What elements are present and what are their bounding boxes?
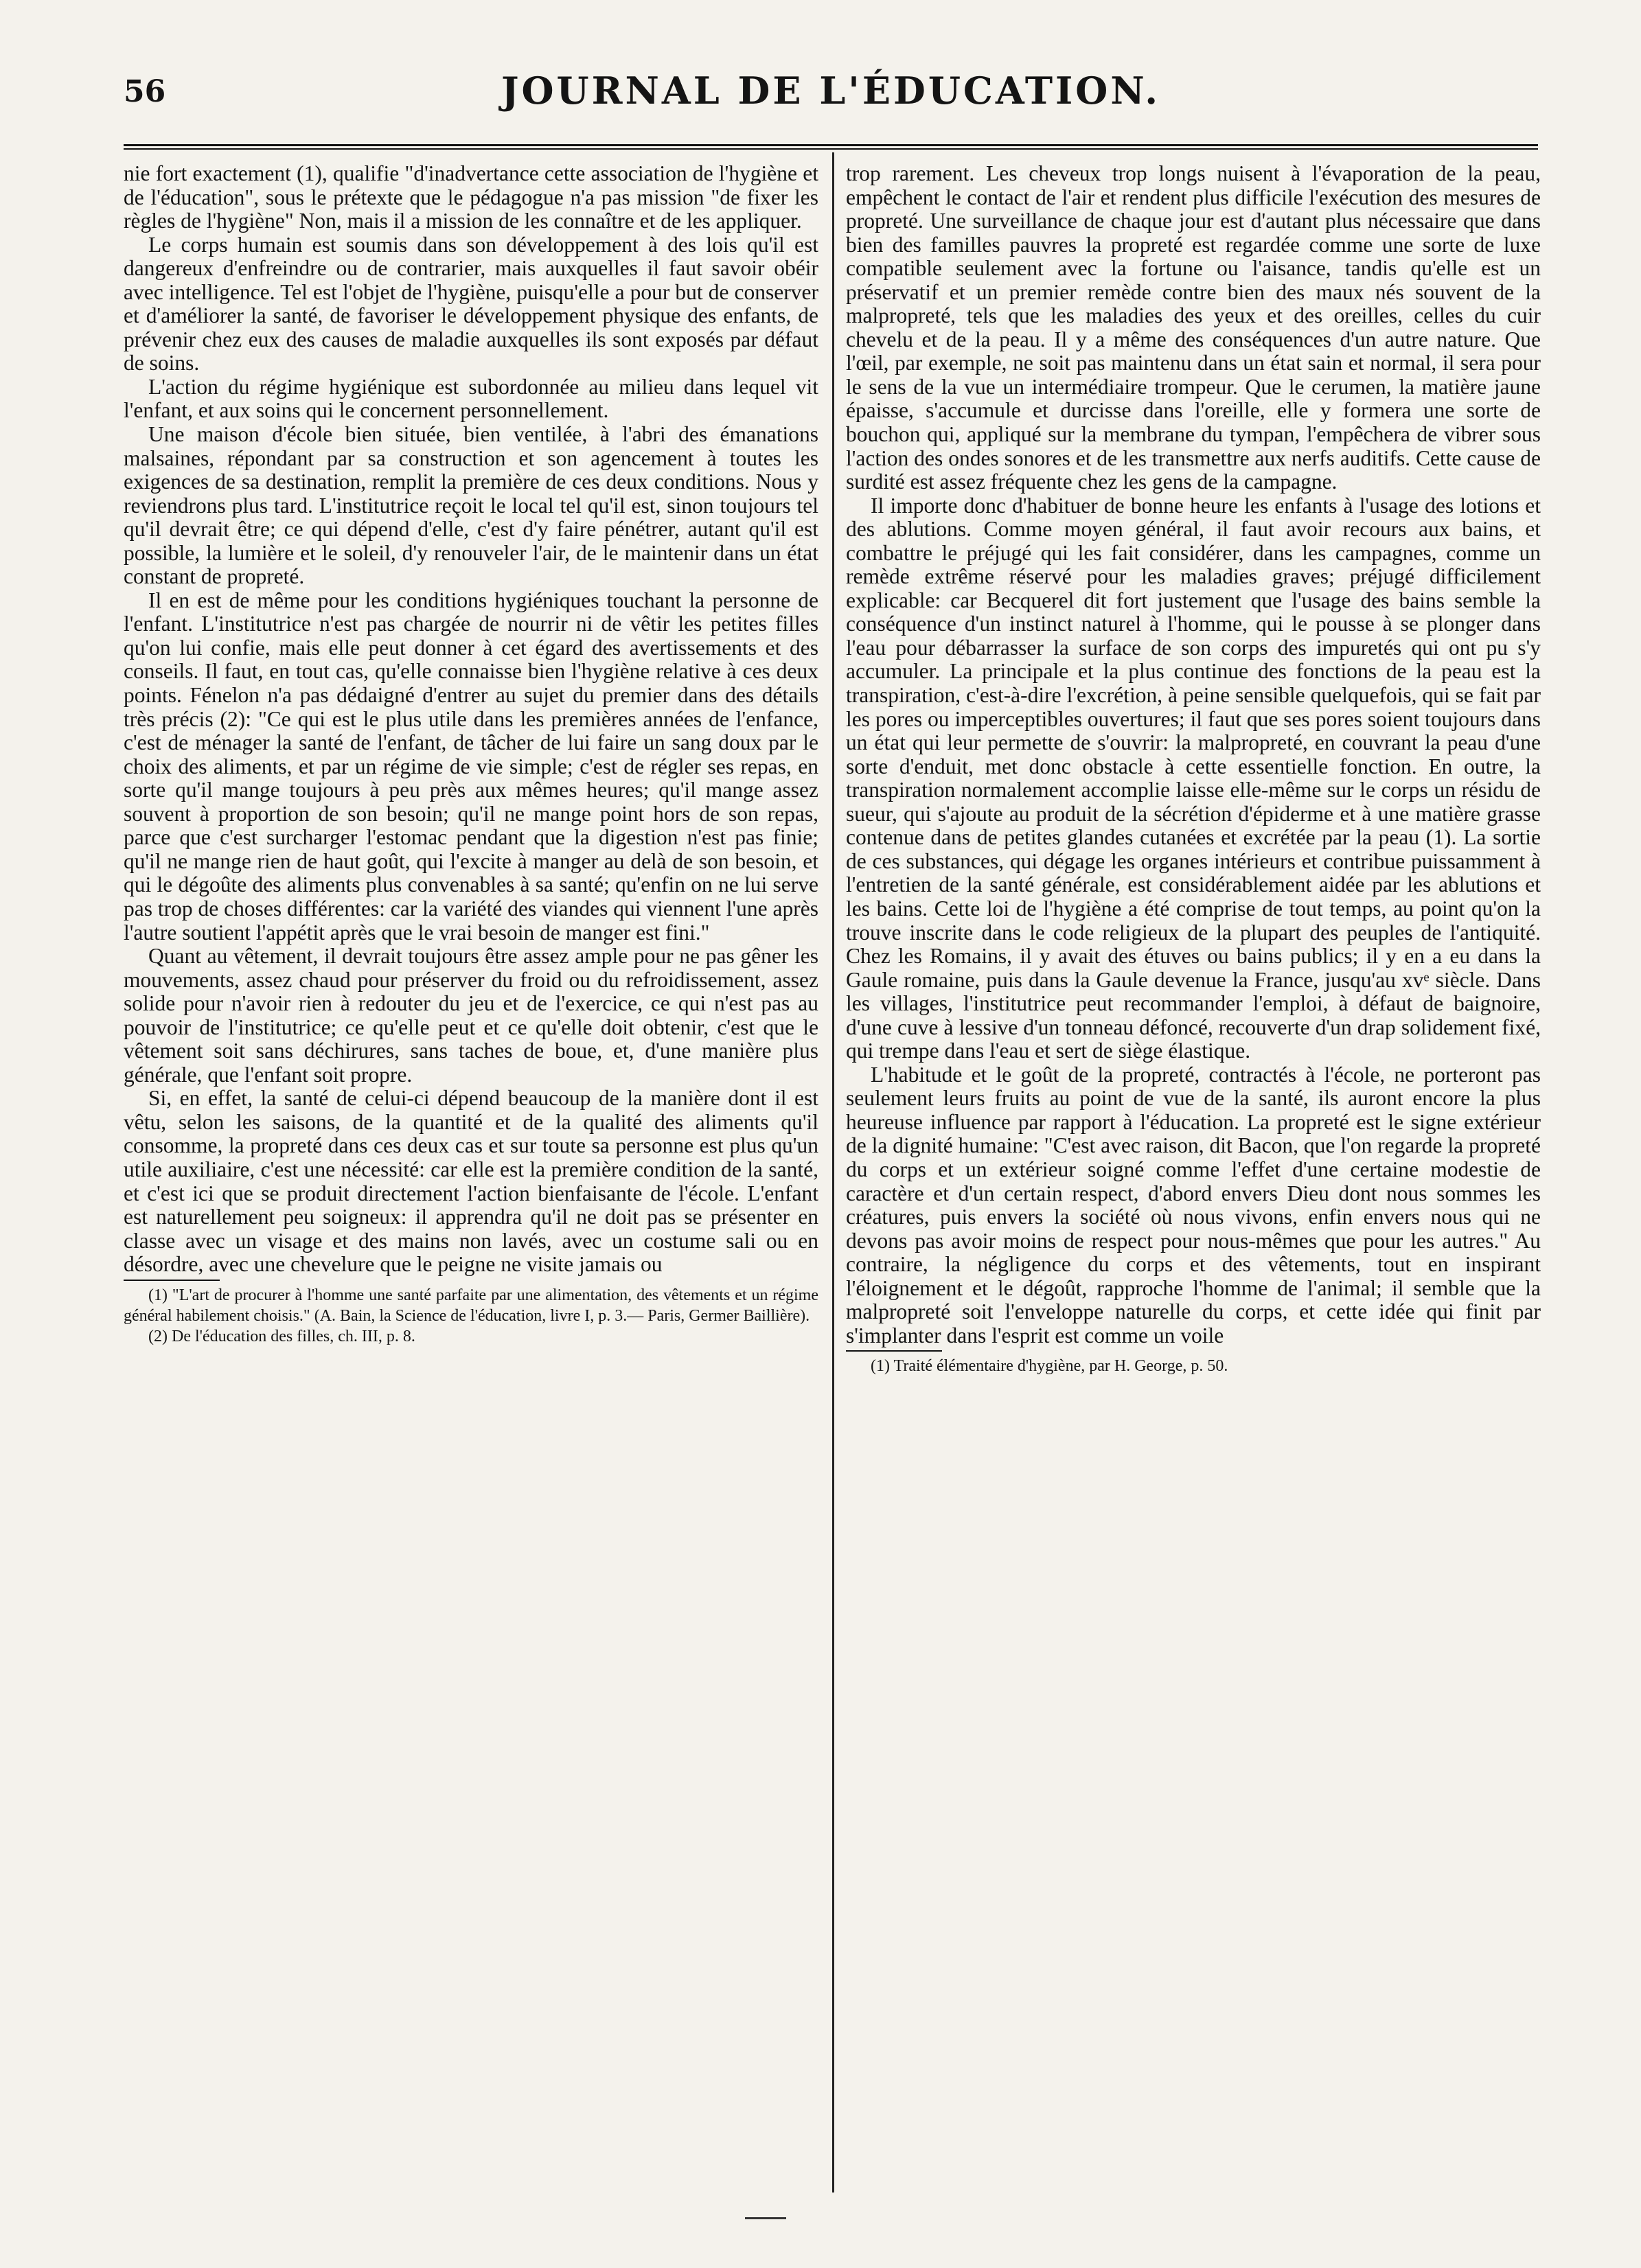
- paragraph: L'action du régime hygiénique est subordonnée au milieu dans lequel vit l'enfant, et aux soins qui le concernent personnellement.: [124, 374, 818, 423]
- bottom-ornament: [745, 2217, 786, 2219]
- running-title: JOURNAL DE L'ÉDUCATION.: [501, 69, 1161, 113]
- left-column: [124, 162, 818, 1347]
- column-divider: [832, 152, 834, 2192]
- footnote-rule: [124, 1280, 220, 1281]
- paragraph: Il en est de même pour les conditions hygiéniques touchant la personne de l'enfant. L'institutrice n'est pas chargée de nourrir ni de vêtir les petites filles qu'on lui confie, mais elle peut donner à cet égard des avertissements et des conseils. Il faut, en tout cas, qu'elle connaisse bien l'hygiène relative à ces deux points. Fénelon n'a pas dédaigné d'entrer au sujet du premier dans des détails très précis (2): "Ce qui est le plus utile dans les premières années de l'enfance, c'est de ménager la santé de l'enfant, de tâcher de lui faire un sang doux par le choix des aliments, et par un régime de vie simple; c'est de régler ses repas, en sorte qu'il mange toujours à peu près aux mêmes heures; qu'il mange assez souvent à proportion de son besoin; qu'il ne mange point hors de son repas, parce que c'est surcharger l'estomac pendant que la digestion n'est pas finie; qu'il ne mange rien de haut goût, qui l'excite à manger au delà de son besoin, et qui le dégoûte des aliments plus convenables à sa santé; qu'enfin on ne lui serve pas trop de choses différentes: car la variété des viandes qui viennent l'une après l'autre soutient l'appétit après que le vrai besoin de manger est fini.": [124, 588, 818, 945]
- paragraph: trop rarement. Les cheveux trop longs nuisent à l'évaporation de la peau, empêchent le contact de l'air et rendent plus difficile l'exécution des mesures de propreté. Une surveillance de chaque jour est d'autant plus nécessaire que dans bien des familles pauvres la propreté est regardée comme une sorte de luxe compatible seulement avec la fortune ou l'aisance, tandis qu'elle est un préservatif et un premier remède contre bien des maux nés souvent de la malpropreté, tels que les maladies des yeux et des oreilles, celles du cuir chevelu et de la peau. Il y a même des conséquences d'un autre nature. Que l'œil, par exemple, ne soit pas maintenu dans un état sain et normal, il sera pour le sens de la vue un intermédiaire trompeur. Que le cerumen, la matière jaune épaisse, s'accumule et durcisse dans l'oreille, elle y formera une sorte de bouchon qui, appliqué sur la membrane du tympan, l'empêchera de vibrer sous l'action des ondes sonores et de les transmettre aux nerfs auditifs. Cette cause de surdité est assez fréquente chez les gens de la campagne.: [846, 161, 1541, 494]
- footnote: (1) Traité élémentaire d'hygiène, par H. George, p. 50.: [871, 1357, 1228, 1376]
- paragraph: Le corps humain est soumis dans son développement à des lois qu'il est dangereux d'enfreindre ou de contrarier, mais auxquelles il faut savoir obéir avec intelligence. Tel est l'objet de l'hygiène, puisqu'elle a pour but de conserver et d'améliorer la santé, de favoriser le développement physique des enfants, de prévenir chez eux des causes de maladie auxquelles ils sont exposés par défaut de soins.: [124, 232, 818, 375]
- page-number: 56: [124, 74, 166, 109]
- paragraph: Si, en effet, la santé de celui-ci dépend beaucoup de la manière dont il est vêtu, selon les saisons, de la quantité et de la qualité des aliments qu'il consomme, la propreté dans ces deux cas et sur toute sa personne est plus qu'un utile auxiliaire, c'est une nécessité: car elle est la première condition de la santé, et c'est ici que se produit directement l'action bienfaisante de l'école. L'enfant est naturellement peu soigneux: il apprendra qu'il ne doit pas se présenter en classe avec un visage et des mains non lavés, avec un costume sali ou en désordre, avec une chevelure que le peigne ne visite jamais ou: [124, 1086, 818, 1277]
- paragraph: nie fort exactement (1), qualifie "d'inadvertance cette association de l'hygiène et de l'éducation", sous le prétexte que le pédagogue n'a pas mission "de fixer les règles de l'hygiène" Non, mais il a mission de les connaître et de les appliquer.: [124, 161, 818, 233]
- right-column: [846, 162, 1541, 1376]
- footnote: (1) "L'art de procurer à l'homme une santé parfaite par une alimentation, des vêtements et un régime général habilement choisis." (A. Bain, la Science de l'éducation, livre I, p. 3.— Paris, Germer Baillière).: [124, 1286, 818, 1325]
- paragraph: L'habitude et le goût de la propreté, contractés à l'école, ne porteront pas seulement leurs fruits au point de vue de la santé, ils auront encore la plus heureuse influence par rapport à l'éducation. La propreté est le signe extérieur de la dignité humaine: "C'est avec raison, dit Bacon, que l'on regarde la propreté du corps et un extérieur soigné comme l'effet d'une certaine modestie de caractère et d'un certain respect, d'abord envers Dieu dont nous sommes les créatures, puis envers la société où nous vivons, enfin envers nous qui ne devons pas avoir moins de respect pour nous-mêmes que pour les autres." Au contraire, la négligence du corps et des vêtements, tout en inspirant l'éloignement et le dégoût, rapproche l'homme de l'animal; il semble que la malpropreté soit l'enveloppe naturelle du corps, et cette idée qui finit par s'implanter dans l'esprit est comme un voile: [846, 1062, 1541, 1347]
- footnote: (2) De l'éducation des filles, ch. III, p. 8.: [148, 1327, 415, 1345]
- footnotes-left: [124, 1280, 818, 1347]
- footnotes-right: [846, 1350, 1541, 1376]
- paragraph: Quant au vêtement, il devrait toujours être assez ample pour ne pas gêner les mouvements, assez chaud pour préserver du froid ou du refroidissement, assez solide pour n'avoir rien à redouter du jeu et de l'exercice, ce qui n'est pas au pouvoir de l'institutrice; ce qu'elle peut et ce qu'elle doit obtenir, c'est que le vêtement soit sans déchirures, sans taches de boue, et, d'une manière plus générale, que l'enfant soit propre.: [124, 944, 818, 1087]
- footnote-rule: [846, 1350, 942, 1352]
- header-double-rule: [124, 144, 1538, 150]
- paragraph: Une maison d'école bien située, bien ventilée, à l'abri des émanations malsaines, répondant par sa construction et son agencement à toutes les exigences de sa destination, remplit la première de ces deux conditions. Nous y reviendrons plus tard. L'institutrice reçoit le local tel qu'il est, sinon toujours tel qu'il devrait être; ce qui dépend d'elle, c'est d'y faire pénétrer, autant qu'il est possible, la lumière et le soleil, d'y renouveler l'air, de le maintenir dans un état constant de propreté.: [124, 422, 818, 589]
- page-header: [124, 69, 1538, 124]
- paragraph: Il importe donc d'habituer de bonne heure les enfants à l'usage des lotions et des ablutions. Comme moyen général, il faut avoir recours aux bains, et combattre le préjugé qui les fait considérer, dans les campagnes, comme un remède extrême réservé pour les maladies graves; préjugé difficilement explicable: car Becquerel dit fort justement que l'usage des bains semble la conséquence d'un instinct naturel à l'homme, qui le pousse à se plonger dans l'eau pour débarrasser la surface de son corps des impuretés qui ont pu s'y accumuler. La principale et la plus continue des fonctions de la peau est la transpiration, c'est-à-dire l'excrétion, à peine sensible quelquefois, qui se fait par les pores ou imperceptibles ouvertures; il faut que ses pores soient toujours dans un état qui leur permette de s'ouvrir: la malpropreté, en couvrant la peau d'une sorte d'enduit, met donc obstacle à cette essentielle fonction. En outre, la transpiration normalement accomplie laisse elle-même sur le corps un résidu de sueur, qui s'ajoute au produit de la sécrétion d'épiderme et à une matière grasse contenue dans de petites glandes cutanées et excrétée par la peau (1). La sortie de ces substances, qui dégage les organes intérieurs et contribue puissamment à l'entretien de la santé générale, est considérablement aidée par les ablutions et les bains. Cette loi de l'hygiène a été comprise de tout temps, au point qu'on la trouve inscrite dans le code religieux de la plupart des peuples de l'antiquité. Chez les Romains, il y avait des étuves ou bains publics; il y en a eu dans la Gaule romaine, puis dans la Gaule devenue la France, jusqu'au xvᵉ siècle. Dans les villages, l'institutrice peut recommander l'emploi, à défaut de baignoire, d'une cuve à lessive d'un tonneau défoncé, recouverte d'un drap solidement fixé, qui trempe dans l'eau et sert de siège élastique.: [846, 493, 1541, 1063]
